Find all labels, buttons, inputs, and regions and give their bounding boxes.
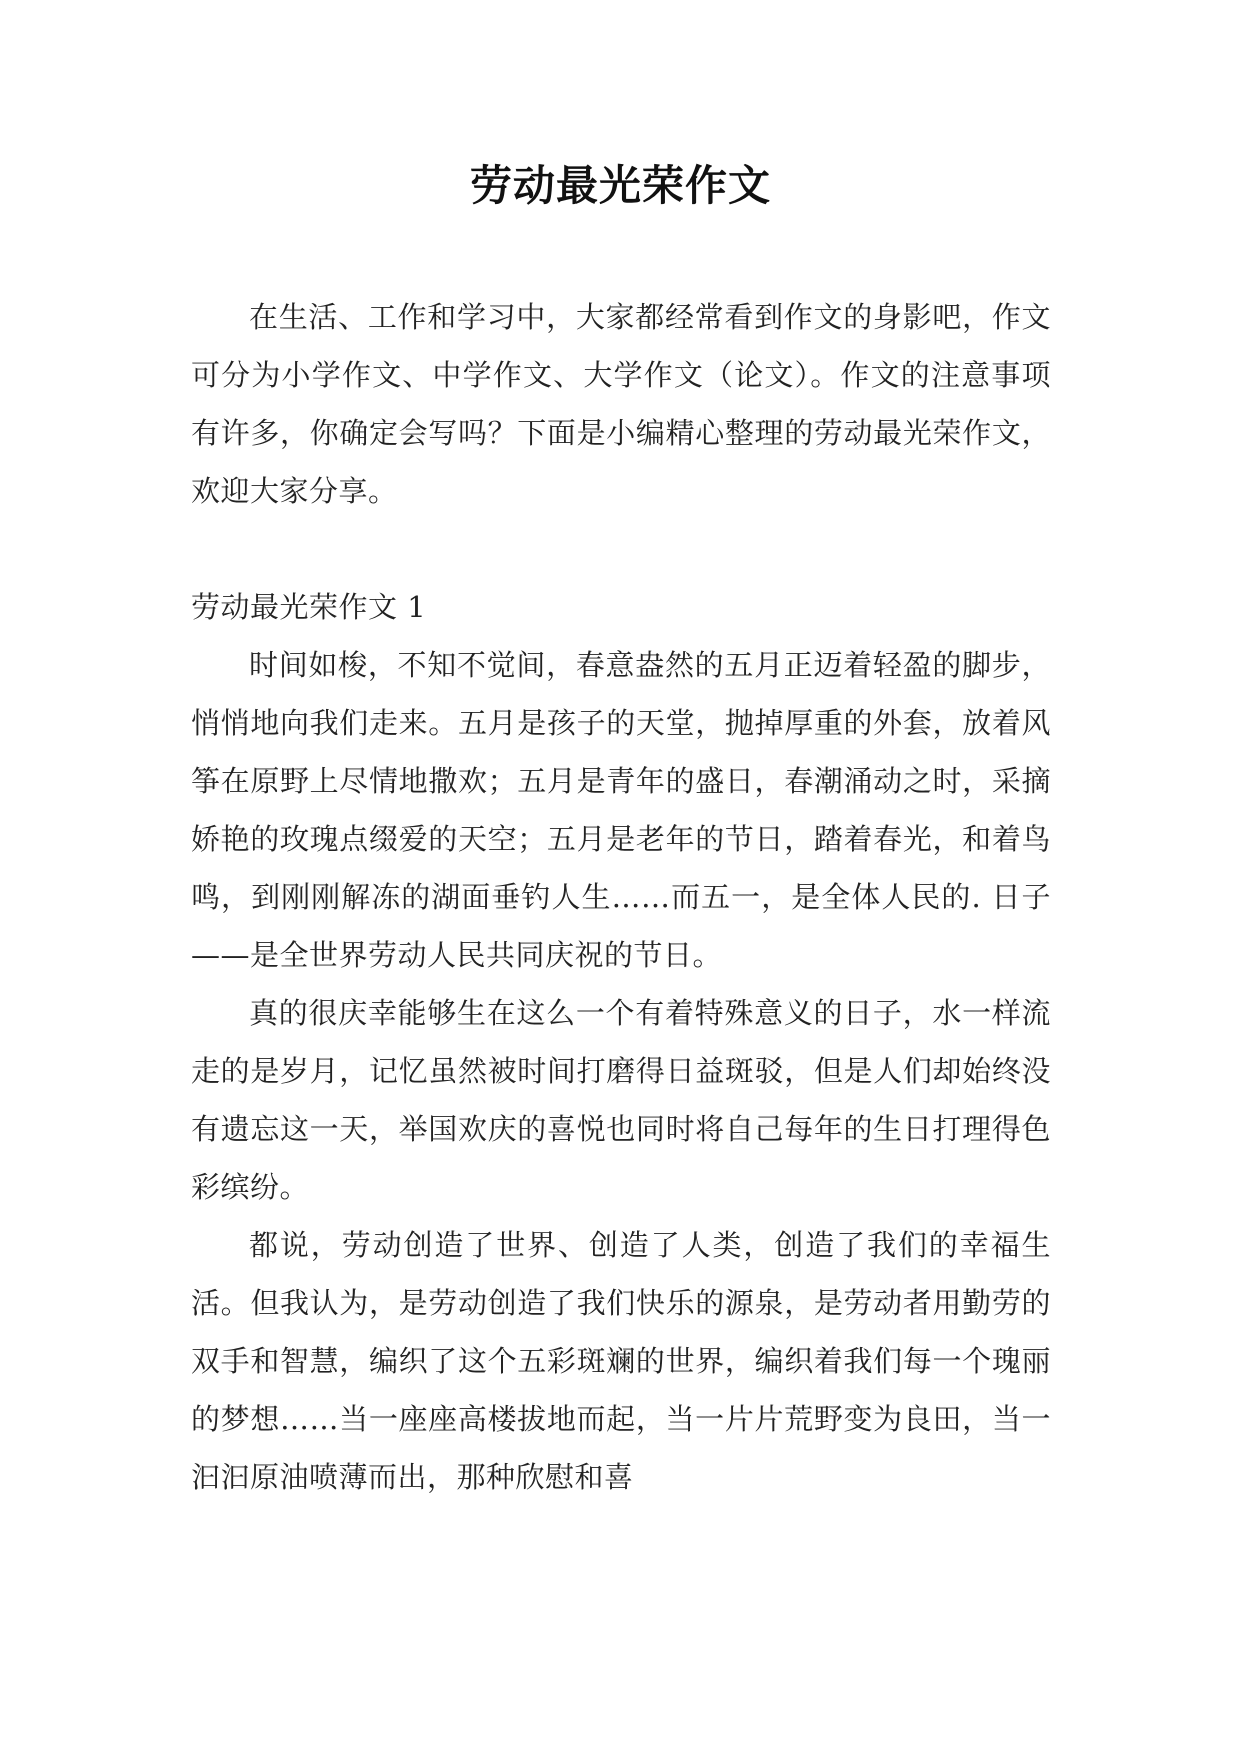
body-paragraph-1: 时间如梭，不知不觉间，春意盎然的五月正迈着轻盈的脚步，悄悄地向我们走来。五月是孩子的天堂，抛掉厚重的外套，放着风筝在原野上尽情地撒欢；五月是青年的盛日，春潮涌动之时，采摘娇艳的玫瑰点缀爱的天空；五月是老年的节日，踏着春光，和着鸟鸣，到刚刚解冻的湖面垂钓人生……而五一，是全体人民的. 日子 ——是全世界劳动人民共同庆祝的节日。 bbox=[191, 648, 1051, 972]
document-body bbox=[191, 288, 1051, 1506]
document-title: 劳动最光荣作文 bbox=[469, 161, 771, 210]
body-paragraph-3: 都说，劳动创造了世界、创造了人类，创造了我们的幸福生活。但我认为，是劳动创造了我们快乐的源泉，是劳动者用勤劳的双手和智慧，编织了这个五彩斑斓的世界，编织着我们每一个瑰丽的梦想……当一座座高楼拔地而起，当一片片荒野变为良田，当一汩汩原油喷薄而出，那种欣慰和喜 bbox=[191, 1228, 1051, 1494]
paragraph-spacer bbox=[191, 520, 1051, 578]
intro-paragraph: 在生活、工作和学习中，大家都经常看到作文的身影吧，作文可分为小学作文、中学作文、大学作文（论文）。作文的注意事项有许多，你确定会写吗？下面是小编精心整理的劳动最光荣作文，欢迎大家分享。 bbox=[191, 300, 1051, 508]
section-heading: 劳动最光荣作文 1 bbox=[191, 590, 427, 624]
body-paragraph-2: 真的很庆幸能够生在这么一个有着特殊意义的日子，水一样流走的是岁月，记忆虽然被时间打磨得日益斑驳，但是人们却始终没有遗忘这一天，举国欢庆的喜悦也同时将自己每年的生日打理得色彩缤纷。 bbox=[191, 996, 1051, 1204]
